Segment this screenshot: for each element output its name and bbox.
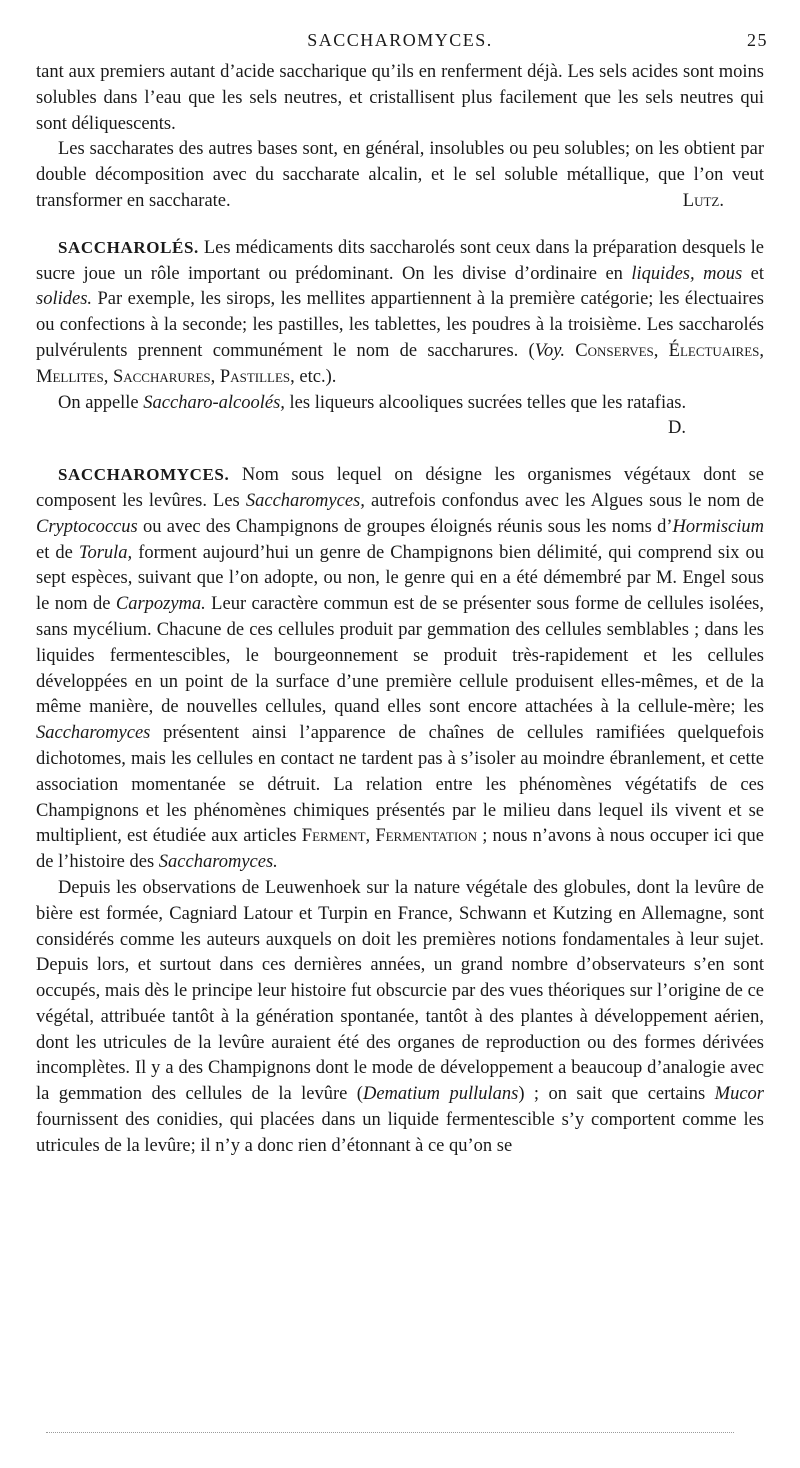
page-number: 25 [747, 30, 768, 50]
author-signature: Lutz. [682, 190, 724, 211]
author-signature: D. [668, 418, 686, 439]
running-header [36, 0, 768, 60]
paragraph-saccharates-continued: tant aux premiers autant d’acide saccharique qu’ils en renferment déjà. Les sels acides sont moins solubles dans l’eau que les sels neutres, et cristallisent plus facilement que les sels neutres qui sont déliquescents. [36, 62, 764, 134]
cross-reference: Conserves, Électuaires, Mellites, Saccharures, Pastilles, [36, 340, 765, 387]
cross-reference: Ferment, Fermentation [301, 826, 478, 847]
entry-saccharomyces [36, 462, 764, 1160]
entry-saccharoles [36, 235, 764, 442]
paragraph-saccharomyces-history: Depuis les observations de Leuwenhoek sur la nature végétale des globules, dont la levûre de bière est formée, Cagniard Latour et Turpin en France, Schwann et Kutzing en Allemagne, sont considérés comme les auteurs auxquels on doit les premières notions fondamentales à leur sujet. Depuis lors, et surtout dans ces dernières années, un grand nombre d’observateurs s’en sont occupés, mais dès le principe leur histoire fut obscurcie par des vues théoriques sur l’origine de ce végétal, attribuée tantôt à la génération spontanée, tantôt à des plantes à développement aérien, dont les utricules de la levûre auraient été des organes de reproduction ou des formes dérivées incomplètes. Il y a des Champignons dont le mode de développement a beaucoup d’analogie avec la gemmation des cellules de la levûre (Dematium pullulans) ; on sait que certains Mucor fournissent des conidies, qui placées dans un liquide fermentescible s’y comportent comme les utricules de la levûre; il n’y a donc rien d’étonnant à ce qu’on se [36, 877, 764, 1156]
paragraph-saccharo-alcooles: On appelle Saccharo-alcoolés, les liqueurs alcooliques sucrées telles que les ratafias. D. [36, 391, 764, 417]
entry-headword: SACCHAROLÉS. [58, 237, 199, 257]
running-title: SACCHAROMYCES. [307, 30, 493, 50]
footer-dotted-rule [46, 1432, 734, 1433]
paragraph-saccharoles: SACCHAROLÉS. Les médicaments dits saccharolés sont ceux dans la préparation desquels le sucre joue un rôle important ou prédominant. On les divise d’ordinaire en liquides, mous et solides. Par exemple, les sirops, les mellites appartiennent à la première catégorie; les électuaires ou confections à la seconde; les pastilles, les tablettes, les poudres à la troisième. Les saccharolés pulvérulents prennent communément le nom de saccharures. (Voy. Conserves, Électuaires, Mellites, Saccharures, Pastilles, etc.). [36, 237, 765, 387]
paragraph-saccharates-bases [36, 137, 764, 214]
paragraph-text: Les saccharates des autres bases sont, en général, insolubles ou peu solubles; on les obtient par double décomposition avec du saccharate alcalin, et le sel soluble métallique, que l’on veut transformer en saccharate. [36, 139, 764, 211]
document-page [36, 0, 768, 1468]
entry-headword: SACCHAROMYCES. [58, 465, 230, 485]
paragraph-saccharomyces: SACCHAROMYCES. Nom sous lequel on désigne les organismes végétaux dont se composent les levûres. Les Saccharomyces, autrefois confondus avec les Algues sous le nom de Cryptococcus ou avec des Champignons de groupes éloignés réunis sous les noms d’Hormiscium et de Torula, forment aujourd’hui un genre de Champignons bien délimité, qui comprend six ou sept espèces, suivant que l’on adopte, ou non, le genre qui en a été démembré par M. Engel sous le nom de Carpozyma. Leur caractère commun est de se présenter sous forme de cellules isolées, sans mycélium. Chacune de ces cellules produit par gemmation des cellules semblables ; dans les liquides fermentescibles, le bourgeonnement se produit très-rapidement et les cellules développées en un point de la surface d’une première cellule produisent elles-mêmes, et de la même manière, de nouvelles cellules, quand elles sont encore attachées à la cellule-mère; les Saccharomyces présentent ainsi l’apparence de chaînes de cellules ramifiées quelquefois dichotomes, mais les cellules en contact ne tardent pas à s’isoler au moindre ébranlement, et cette association momentanée se détruit. La relation entre les phénomènes végétatifs de ces Champignons et les phénomènes chimiques présentés par le milieu dans lequel ils vivent et se multiplient, est étudiée aux articles Ferment, Fermentation ; nous n’avons à nous occuper ici que de l’histoire des Saccharomyces. [36, 465, 765, 873]
